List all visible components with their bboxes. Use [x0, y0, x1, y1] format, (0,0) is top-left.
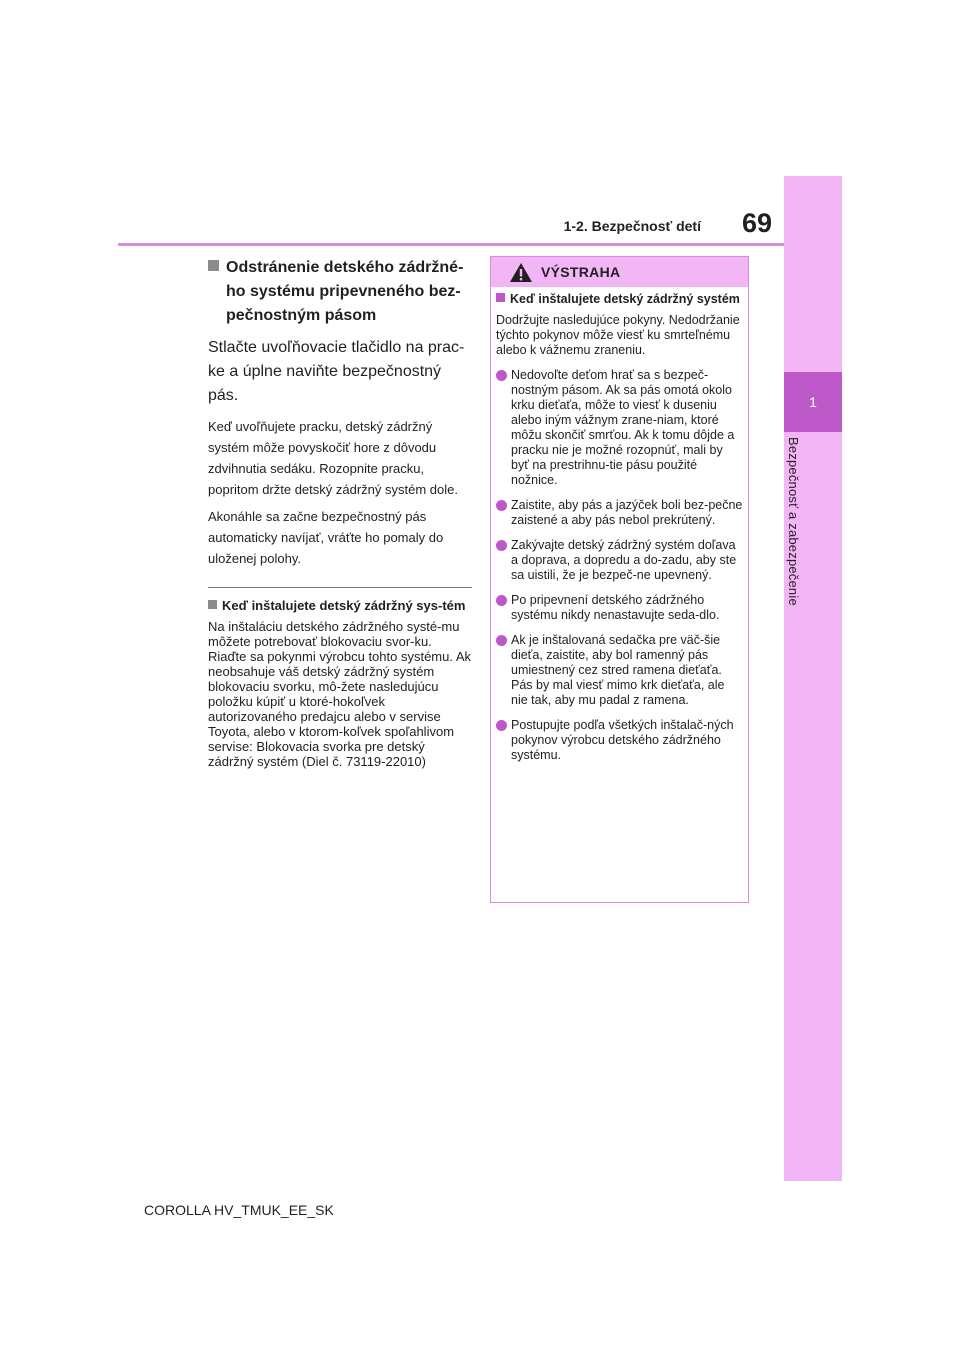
list-item — [496, 593, 743, 623]
side-tab-strip — [784, 176, 842, 1181]
warning-label: VÝSTRAHA — [541, 264, 621, 280]
square-bullet-icon — [496, 293, 505, 302]
bullet-dot-icon — [496, 720, 507, 731]
warning-header — [491, 257, 748, 287]
chapter-title: Bezpečnosť a zabezpečenie — [786, 437, 801, 606]
square-bullet-icon — [208, 260, 219, 271]
sub-heading — [208, 598, 472, 613]
page-number: 69 — [741, 208, 772, 238]
list-item-text: Postupujte podľa všetkých inštalač-ných pokynov výrobcu detského zádržného systému. — [511, 718, 734, 762]
list-item — [496, 368, 743, 488]
paragraph: Akonáhle sa začne bezpečnostný pás automaticky navíjať, vráťte ho pomaly do uloženej polohy. — [208, 509, 444, 566]
list-item-text: Ak je inštalovaná sedačka pre väč-šie dieťa, zaistite, aby bol ramenný pás umiestnený cez stred ramena dieťaťa. Pás by mal viesť mimo krk dieťaťa, ale nie tak, aby mu padal z ramena. — [511, 633, 725, 707]
chapter-title-vertical — [782, 437, 804, 637]
main-heading-text: Odstránenie detského zádržné-ho systému pripevneného bez-pečnostným pásom — [226, 259, 464, 324]
chapter-number: 1 — [809, 394, 817, 410]
bullet-dot-icon — [496, 500, 507, 511]
list-item-text: Zakývajte detský zádržný systém doľava a doprava, a dopredu a do-zadu, aby ste sa uistili, že je bezpeč-ne upevnený. — [511, 538, 737, 582]
warning-list — [496, 368, 743, 763]
lead-text: Stlačte uvoľňovacie tlačidlo na prac-ke a úplne naviňte bezpečnostný pás. — [208, 339, 465, 404]
section-title: 1-2. Bezpečnosť detí — [563, 218, 701, 234]
bullet-dot-icon — [496, 540, 507, 551]
list-item-text: Nedovoľte deťom hrať sa s bezpeč-nostným pásom. Ak sa pás omotá okolo krku dieťaťa, môže to viesť k duseniu alebo iným vážnym zrane-niam, ktoré môžu skončiť smrťou. Ak k tomu dôjde a pracku nie je možné rozopnúť, mali by byť na prestrihnu-tie pásu použité nožnice. — [511, 368, 735, 487]
left-column — [208, 256, 472, 769]
warning-box — [490, 256, 749, 903]
footer-model: COROLLA HV_TMUK_EE_SK — [144, 1202, 334, 1218]
list-item-text: Zaistite, aby pás a jazýček boli bez-pečne zaistené a aby pás nebol prekrútený. — [511, 498, 743, 527]
warning-intro: Dodržujte nasledujúce pokyny. Nedodržanie týchto pokynov môže viesť ku smrteľnému alebo k vážnemu zraneniu. — [496, 313, 740, 357]
square-bullet-icon — [208, 600, 217, 609]
list-item — [496, 498, 743, 528]
list-item — [496, 633, 743, 708]
list-item — [496, 538, 743, 583]
warning-triangle-icon — [509, 262, 533, 283]
warning-sub-heading — [496, 292, 743, 307]
paragraph: Keď uvoľňujete pracku, detský zádržný systém môže povyskočiť hore z dôvodu zdvihnutia sedáku. Rozopnite pracku, popritom držte detský zádržný systém dole. — [208, 419, 458, 497]
bullet-dot-icon — [496, 370, 507, 381]
list-item-text: Po pripevnení detského zádržného systému nikdy nenastavujte seda-dlo. — [511, 593, 720, 622]
main-heading — [208, 256, 472, 328]
bullet-dot-icon — [496, 595, 507, 606]
sub-heading-text: Keď inštalujete detský zádržný sys-tém — [222, 598, 466, 613]
divider — [208, 587, 472, 588]
warning-body — [491, 287, 748, 763]
header-rule — [118, 243, 784, 246]
bullet-dot-icon — [496, 635, 507, 646]
list-item — [496, 718, 743, 763]
sub-text: Na inštaláciu detského zádržného systé-mu môžete potrebovať blokovaciu svor-ku. Riaďte sa pokynmi výrobcu tohto systému. Ak neobsahuje váš detský zádržný systém blokovaciu svorku, mô-žete nasledujúcu položku kúpiť u ktoré-hokoľvek autorizovaného predajcu alebo v servise Toyota, alebo v ktorom-koľvek spoľahlivom servise: Blokovacia svorka pre detský zádržný systém (Diel č. 73119-22010) — [208, 619, 472, 769]
warning-sub-heading-text: Keď inštalujete detský zádržný systém — [510, 292, 740, 306]
